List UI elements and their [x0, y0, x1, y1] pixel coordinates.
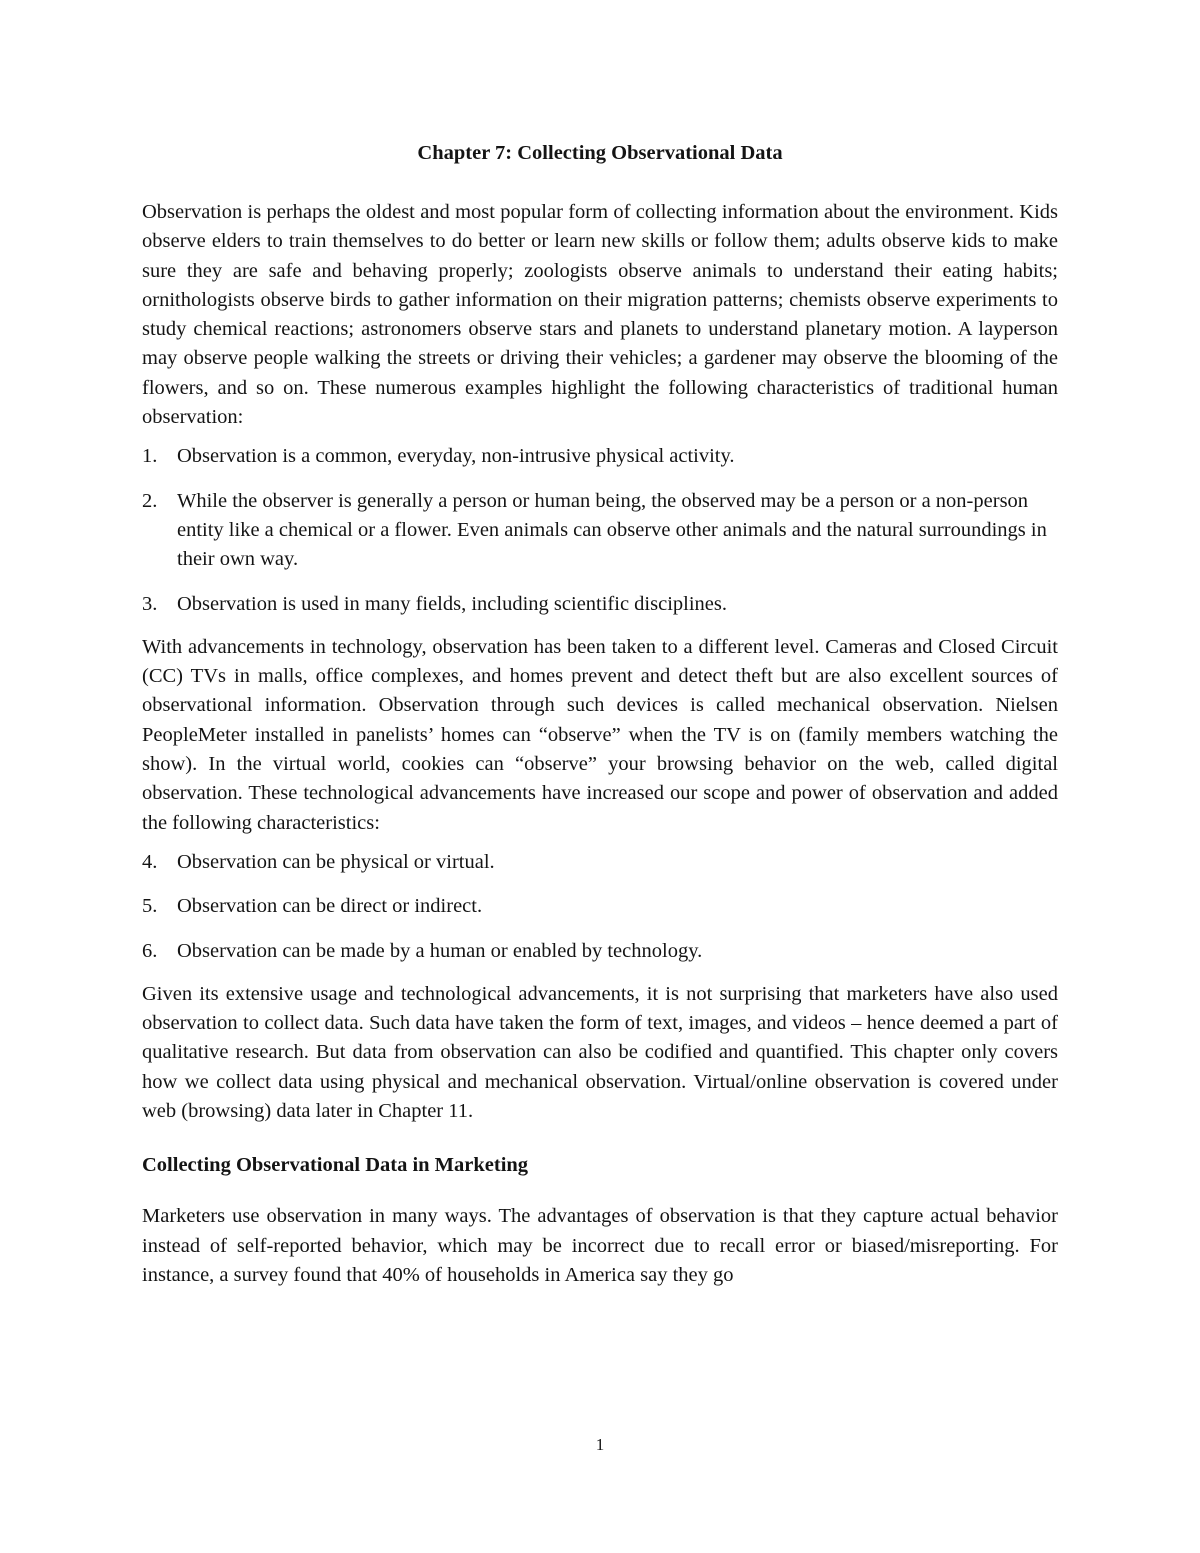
page-number: 1 [595, 1435, 605, 1454]
list-item [142, 892, 1058, 921]
list-item-text: While the observer is generally a person or human being, the observed may be a person or a non-person entity like a chemical or a flower. Even animals can observe other animals and the natural surroundings in their own way. [177, 489, 1047, 571]
characteristics-list-traditional [142, 442, 1058, 618]
list-item-text: Observation is a common, everyday, non-intrusive physical activity. [177, 445, 735, 468]
chapter-title: Chapter 7: Collecting Observational Data [417, 142, 783, 164]
section-paragraph: Marketers use observation in many ways. The advantages of observation is that they capture actual behavior instead of self-reported behavior, which may be incorrect due to recall error or biased/misreporting. For instance, a survey found that 40% of households in America say they go [142, 1205, 1058, 1286]
list-item [142, 848, 1058, 877]
usage-paragraph: Given its extensive usage and technological advancements, it is not surprising that marketers have also used observation to collect data. Such data have taken the form of text, images, and videos – hence deemed a part of qualitative research. But data from observation can also be codified and quantified. This chapter only covers how we collect data using physical and mechanical observation. Virtual/online observation is covered under web (browsing) data later in Chapter 11. [142, 982, 1058, 1123]
list-item-text: Observation can be made by a human or enabled by technology. [177, 939, 703, 962]
list-item [142, 442, 1058, 471]
list-item-number: 4. [142, 850, 158, 873]
section-heading: Collecting Observational Data in Marketing [142, 1154, 529, 1177]
list-item-number: 1. [142, 445, 158, 468]
list-item-number: 2. [142, 489, 158, 512]
list-item-text: Observation is used in many fields, including scientific disciplines. [177, 592, 727, 615]
technology-paragraph: With advancements in technology, observation has been taken to a different level. Cameras and Closed Circuit (CC) TVs in malls, office complexes, and homes prevent and detect theft but are also excellent sources of observational information. Observation through such devices is called mechanical observation. Nielsen PeopleMeter installed in panelists’ homes can “observe” when the TV is on (family members watching the show). In the virtual world, cookies can “observe” your browsing behavior on the web, called digital observation. These technological advancements have increased our scope and power of observation and added the following characteristics: [142, 635, 1058, 834]
page-content [142, 138, 1058, 1290]
list-item-text: Observation can be direct or indirect. [177, 895, 483, 918]
list-item [142, 590, 1058, 619]
list-item [142, 487, 1058, 575]
characteristics-list-technology [142, 848, 1058, 966]
intro-paragraph: Observation is perhaps the oldest and most popular form of collecting information about the environment. Kids observe elders to train themselves to do better or learn new skills or follow them; adults observe kids to make sure they are safe and behaving properly; zoologists observe animals to understand their eating habits; ornithologists observe birds to gather information on their migration patterns; chemists observe experiments to study chemical reactions; astronomers observe stars and planets to understand planetary motion. A layperson may observe people walking the streets or driving their vehicles; a gardener may observe the blooming of the flowers, and so on. These numerous examples highlight the following characteristics of traditional human observation: [142, 201, 1058, 429]
list-item-number: 6. [142, 939, 158, 962]
list-item-number: 5. [142, 895, 158, 918]
list-item [142, 937, 1058, 966]
list-item-number: 3. [142, 592, 158, 615]
list-item-text: Observation can be physical or virtual. [177, 850, 495, 873]
